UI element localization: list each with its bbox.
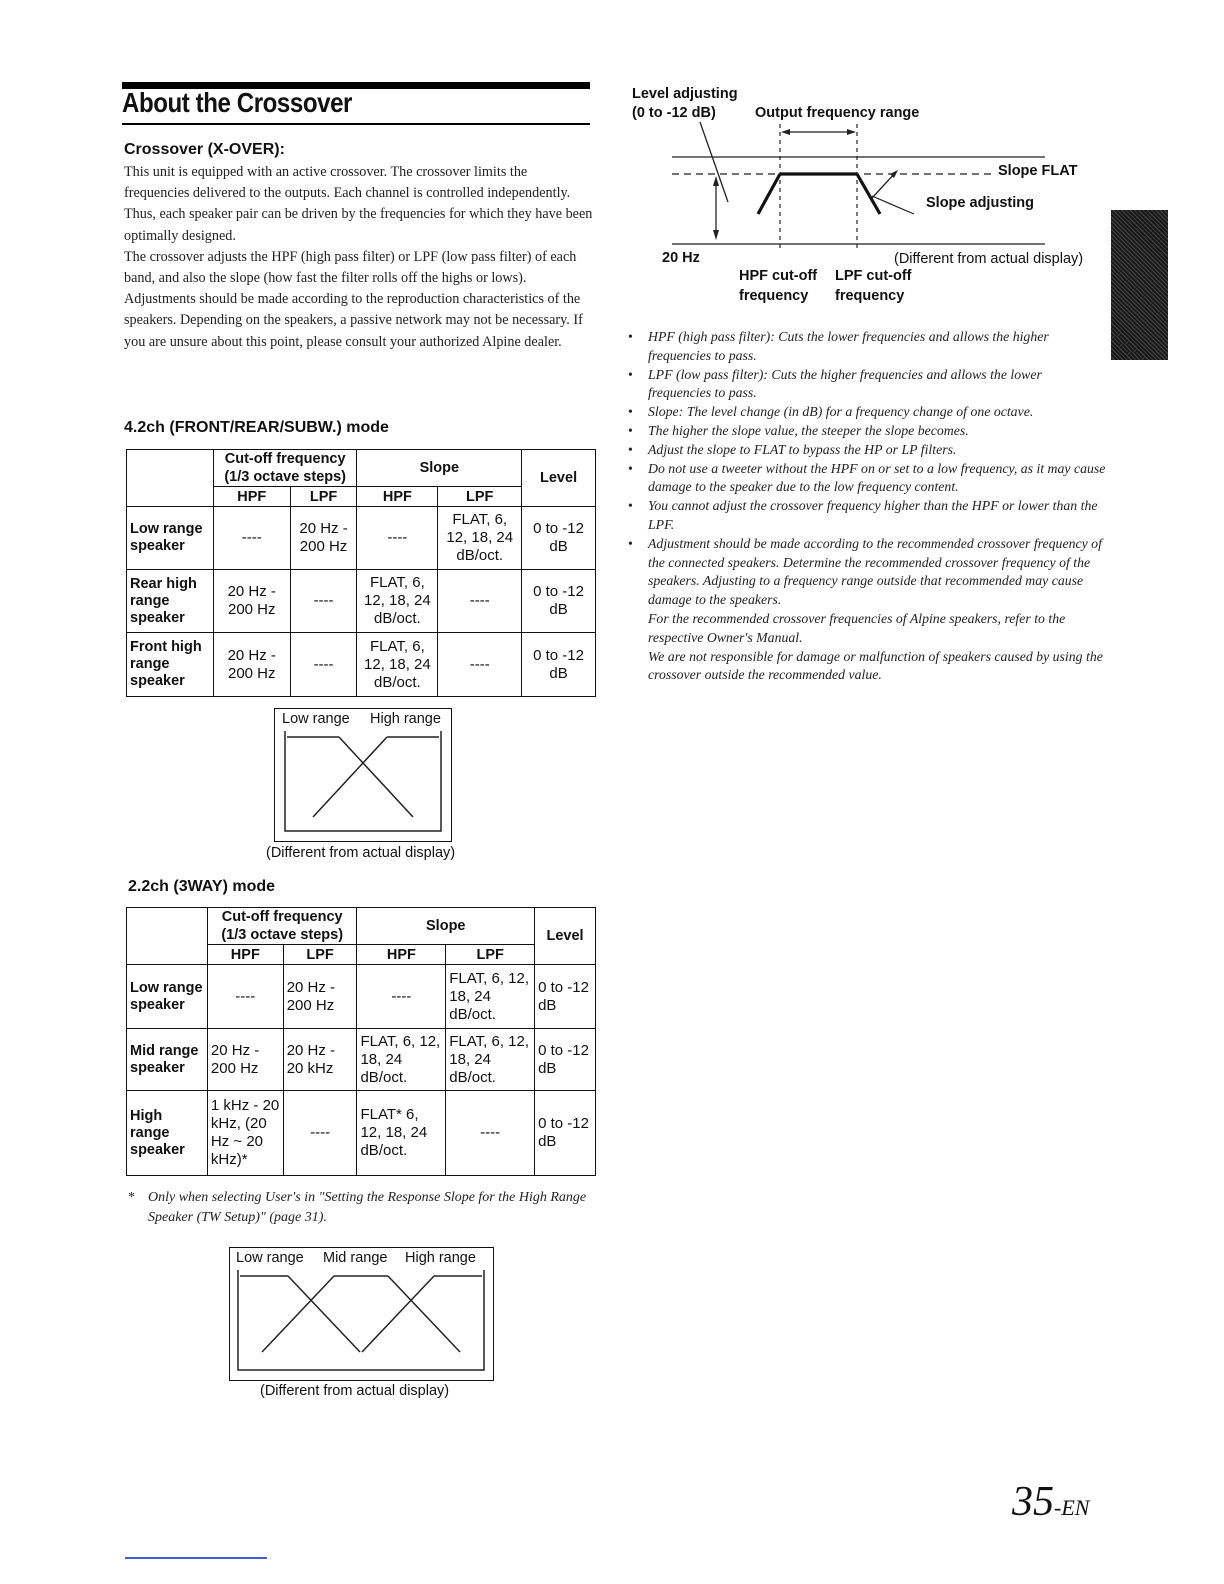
header-lpf: LPF	[290, 487, 357, 507]
label-slope-flat: Slope FLAT	[998, 163, 1078, 179]
label-different: (Different from actual display)	[894, 251, 1084, 267]
row-label-text: Low range speaker	[130, 521, 203, 555]
crossover-graph	[275, 709, 450, 840]
cell-lpf: 20 Hz - 200 Hz	[283, 965, 357, 1029]
page-title: About the Crossover	[122, 87, 352, 118]
row-label	[127, 633, 214, 697]
row-label-text: Rear high range speaker	[130, 575, 197, 626]
header-hpf: HPF	[207, 945, 283, 965]
cell-slope-lpf: ----	[438, 569, 522, 633]
cell-hpf: ----	[213, 507, 290, 570]
note-continuation: We are not responsible for damage or malfunction of speakers caused by using the crossover outside the recommended value.	[648, 648, 1103, 683]
label-high-range: High range	[370, 711, 441, 727]
row-label-text: Front high range speaker	[130, 639, 202, 690]
mode22-table	[126, 907, 596, 1176]
cell-slope-lpf: ----	[438, 633, 522, 697]
page-number-value: 35	[1012, 1479, 1054, 1525]
page-suffix: -EN	[1054, 1495, 1090, 1520]
cell-slope-lpf: FLAT, 6, 12, 18, 24 dB/oct.	[446, 965, 535, 1029]
page-number	[1012, 1478, 1089, 1526]
header-cutoff	[207, 908, 357, 945]
table-row	[127, 633, 596, 697]
header-slope: Slope	[357, 908, 535, 945]
header-cutoff	[213, 450, 357, 487]
cell-slope-hpf: FLAT, 6, 12, 18, 24 dB/oct.	[357, 1029, 446, 1091]
header-slope: Slope	[357, 450, 522, 487]
header-lpf: LPF	[283, 945, 357, 965]
list-item: • The higher the slope value, the steeper the slope becomes.	[628, 422, 969, 438]
section-tab	[1111, 210, 1168, 360]
title-rule	[122, 123, 590, 125]
mode42-title: 4.2ch (FRONT/REAR/SUBW.) mode	[124, 419, 389, 436]
header-slope-hpf: HPF	[357, 487, 438, 507]
label-low-range: Low range	[282, 711, 350, 727]
list-item: • Do not use a tweeter without the HPF on or set to a low frequency, as it may cause damage to the speaker due to the low frequency content.	[628, 460, 1106, 495]
intro-paragraph: The crossover adjusts the HPF (high pass filter) or LPF (low pass filter) of each band, and also the slope (how fast the filter rolls off the highs or lows).	[124, 248, 577, 287]
level-arrowhead-up	[713, 176, 719, 186]
intro-paragraph: This unit is equipped with an active crossover. The crossover limits the frequencies delivered to the outputs. Each channel is controlled independently. Thus, each speaker pair can be driven by the frequencies for which they have been optimally designed.	[124, 164, 593, 244]
level-arrowhead-down	[713, 230, 719, 240]
row-label	[127, 569, 214, 633]
label-hpf-cutoff: HPF cut-off	[739, 268, 818, 284]
row-label	[127, 1091, 208, 1176]
label-hpf-frequency: frequency	[739, 288, 809, 304]
list-item: • You cannot adjust the crossover frequency higher than the HPF or lower than the LPF.	[628, 498, 1098, 532]
label-high-range: High range	[405, 1250, 476, 1266]
mode42-table	[126, 449, 596, 697]
cell-lpf: ----	[290, 633, 357, 697]
list-item: • Adjustment should be made according to the recommended crossover frequency of the connected speakers. Determine the recommended crossover frequency of the speakers. Adjusting to a frequency range outside that recommended may cause damage to the speakers.	[628, 535, 1102, 608]
label-mid-range: Mid range	[323, 1250, 388, 1266]
cell-level: 0 to -12 dB	[535, 1091, 596, 1176]
header-slope-lpf: LPF	[446, 945, 535, 965]
graph-frame	[238, 1270, 484, 1370]
footnote-text: Only when selecting User's in "Setting the Response Slope for the High Range Speaker (TW Setup)" (page 31).	[148, 1190, 587, 1225]
corner-cell	[127, 908, 208, 965]
diagram-caption: (Different from actual display)	[266, 845, 456, 861]
cell-hpf: 20 Hz - 200 Hz	[213, 569, 290, 633]
row-label-text: Low range speaker	[130, 979, 203, 1013]
header-level: Level	[535, 908, 596, 965]
cell-hpf: 1 kHz - 20 kHz, (20 Hz ~ 20 kHz)*	[207, 1091, 283, 1176]
crossover-graph	[230, 1248, 492, 1379]
cell-slope-lpf: ----	[446, 1091, 535, 1176]
cell-lpf: ----	[290, 569, 357, 633]
cell-level: 0 to -12 dB	[522, 507, 596, 570]
header-hpf: HPF	[213, 487, 290, 507]
arrowhead-right	[847, 129, 856, 135]
cell-lpf: 20 Hz - 20 kHz	[283, 1029, 357, 1091]
diagram-caption: (Different from actual display)	[260, 1383, 450, 1399]
list-item: • HPF (high pass filter): Cuts the lower frequencies and allows the higher frequencies to pass.	[628, 329, 1049, 363]
graph-frame	[285, 731, 441, 831]
cell-level: 0 to -12 dB	[522, 633, 596, 697]
cell-level: 0 to -12 dB	[535, 1029, 596, 1091]
intro-paragraph: Adjustments should be made according to the reproduction characteristics of the speakers. Depending on the speakers, a passive network may not be necessary. If you are unsure about this point, please consult your authorized Alpine dealer.	[124, 291, 583, 350]
hpf-slope	[758, 174, 780, 214]
label-lpf-frequency: frequency	[835, 288, 905, 304]
label-level-adjusting: Level adjusting	[632, 86, 738, 102]
label-output-range: Output frequency range	[755, 105, 920, 121]
list-item: • LPF (low pass filter): Cuts the higher frequencies and allows the lower frequencies to pass.	[628, 366, 1042, 401]
label-low-range: Low range	[236, 1250, 304, 1266]
level-pointer	[700, 122, 728, 202]
label-slope-adjusting: Slope adjusting	[926, 195, 1034, 211]
label-level-range: (0 to -12 dB)	[632, 105, 716, 121]
header-cutoff-text: Cut-off frequency	[224, 451, 346, 468]
table-row	[127, 965, 596, 1029]
frequency-response-diagram	[660, 120, 1060, 260]
header-level: Level	[522, 450, 596, 507]
cell-slope-lpf: FLAT, 6, 12, 18, 24 dB/oct.	[446, 1029, 535, 1091]
header-slope-lpf: LPF	[438, 487, 522, 507]
note-continuation: For the recommended crossover frequencies of Alpine speakers, refer to the respective Owner's Manual.	[648, 610, 1066, 645]
intro-text	[124, 162, 594, 353]
row-label	[127, 1029, 208, 1091]
header-slope-hpf: HPF	[357, 945, 446, 965]
section-heading: Crossover (X-OVER):	[124, 141, 285, 158]
cell-slope-hpf: ----	[357, 965, 446, 1029]
cell-level: 0 to -12 dB	[535, 965, 596, 1029]
cell-hpf: 20 Hz - 200 Hz	[207, 1029, 283, 1091]
header-cutoff-steps: (1/3 octave steps)	[221, 927, 344, 943]
table-row	[127, 507, 596, 570]
corner-cell	[127, 450, 214, 507]
cell-hpf: ----	[207, 965, 283, 1029]
label-20hz: 20 Hz	[662, 250, 700, 266]
cell-level: 0 to -12 dB	[522, 569, 596, 633]
table-row	[127, 569, 596, 633]
cell-hpf: 20 Hz - 200 Hz	[213, 633, 290, 697]
label-lpf-cutoff: LPF cut-off	[835, 268, 912, 284]
table-row	[127, 1091, 596, 1176]
footer-rule	[125, 1557, 267, 1559]
crossover-diagram-2way	[274, 708, 452, 842]
cell-slope-lpf: FLAT, 6, 12, 18, 24 dB/oct.	[438, 507, 522, 570]
cell-slope-hpf: FLAT, 6, 12, 18, 24 dB/oct.	[357, 633, 438, 697]
footnote	[128, 1188, 598, 1228]
row-label	[127, 507, 214, 570]
table-row	[127, 1029, 596, 1091]
cell-slope-hpf: ----	[357, 507, 438, 570]
footnote-mark: *	[128, 1190, 135, 1205]
cell-lpf: ----	[283, 1091, 357, 1176]
list-item: • Slope: The level change (in dB) for a frequency change of one octave.	[628, 404, 1034, 420]
cell-slope-hpf: FLAT, 6, 12, 18, 24 dB/oct.	[357, 569, 438, 633]
cell-lpf: 20 Hz - 200 Hz	[290, 507, 357, 570]
row-label-text: High range speaker	[130, 1107, 185, 1158]
notes	[626, 328, 1106, 685]
crossover-diagram-3way	[229, 1247, 494, 1381]
row-label-text: Mid range speaker	[130, 1042, 199, 1076]
row-label	[127, 965, 208, 1029]
list-item: • Adjust the slope to FLAT to bypass the HP or LP filters.	[628, 441, 957, 457]
header-cutoff-text: Cut-off frequency	[221, 909, 343, 925]
header-cutoff-steps: (1/3 octave steps)	[224, 469, 347, 486]
arrowhead-left	[781, 129, 790, 135]
cell-slope-hpf: FLAT* 6, 12, 18, 24 dB/oct.	[357, 1091, 446, 1176]
mode22-title: 2.2ch (3WAY) mode	[128, 878, 276, 895]
